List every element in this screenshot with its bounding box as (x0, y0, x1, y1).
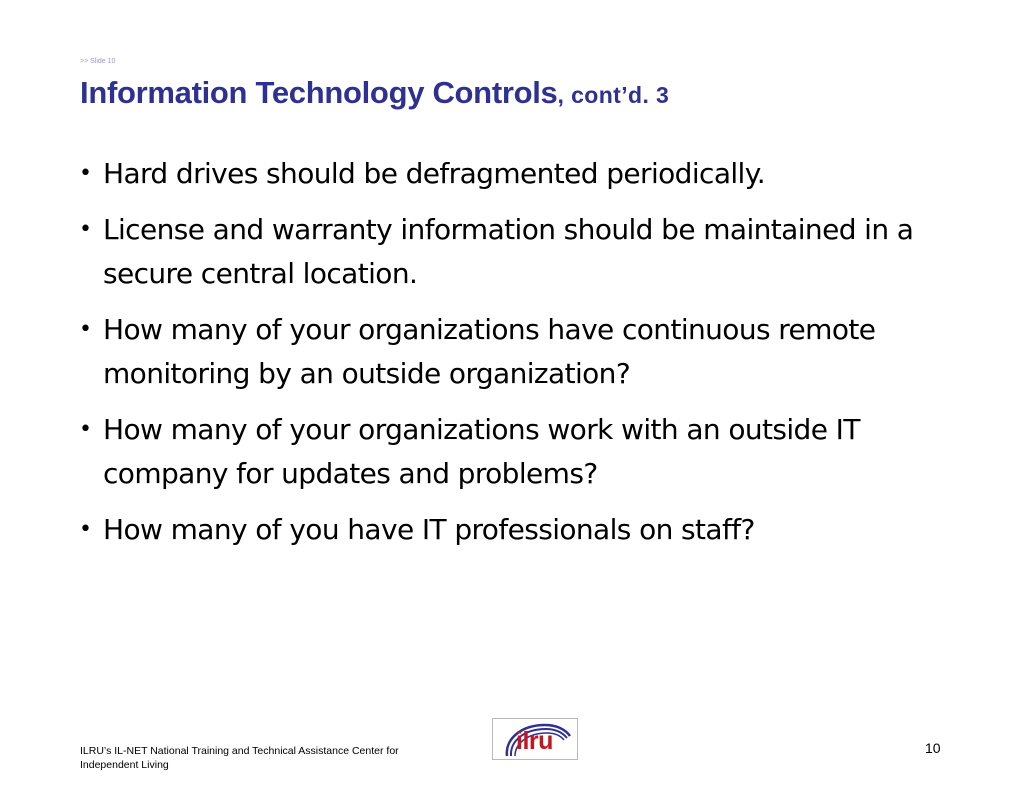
bullet-text: How many of your organizations work with an outside IT company for updates and problems? (103, 413, 860, 490)
bullet-marker-icon: • (79, 217, 92, 242)
bullet-text: License and warranty information should be maintained in a secure central location. (103, 213, 914, 290)
slide-title-main: Information Technology Controls (80, 75, 558, 110)
page-number: 10 (925, 740, 941, 756)
bullet-item (78, 208, 958, 296)
bullet-item (78, 508, 958, 552)
slide-title-suffix: , cont’d. 3 (557, 82, 670, 108)
bullet-marker-icon: • (79, 517, 92, 542)
bullet-marker-icon: • (79, 417, 92, 442)
bullet-text: How many of your organizations have continuous remote monitoring by an outside organization? (103, 313, 876, 390)
bullet-marker-icon: • (79, 317, 92, 342)
bullet-marker-icon: • (79, 161, 92, 186)
bullet-text: Hard drives should be defragmented periodically. (103, 157, 766, 190)
bullet-item (78, 408, 958, 496)
footer-line-2: Independent Living (80, 759, 169, 771)
footer-organization (80, 744, 480, 772)
slide-tag: >> Slide 10 (80, 58, 116, 65)
bullet-text: How many of you have IT professionals on staff? (103, 513, 755, 546)
logo-text: ilru (516, 727, 553, 755)
bullet-item (78, 308, 958, 396)
bullet-list (78, 152, 958, 564)
ilru-logo (492, 718, 578, 760)
slide-title (80, 74, 669, 111)
footer-line-1: ILRU’s IL-NET National Training and Technical Assistance Center for (80, 745, 399, 757)
bullet-item (78, 152, 958, 196)
